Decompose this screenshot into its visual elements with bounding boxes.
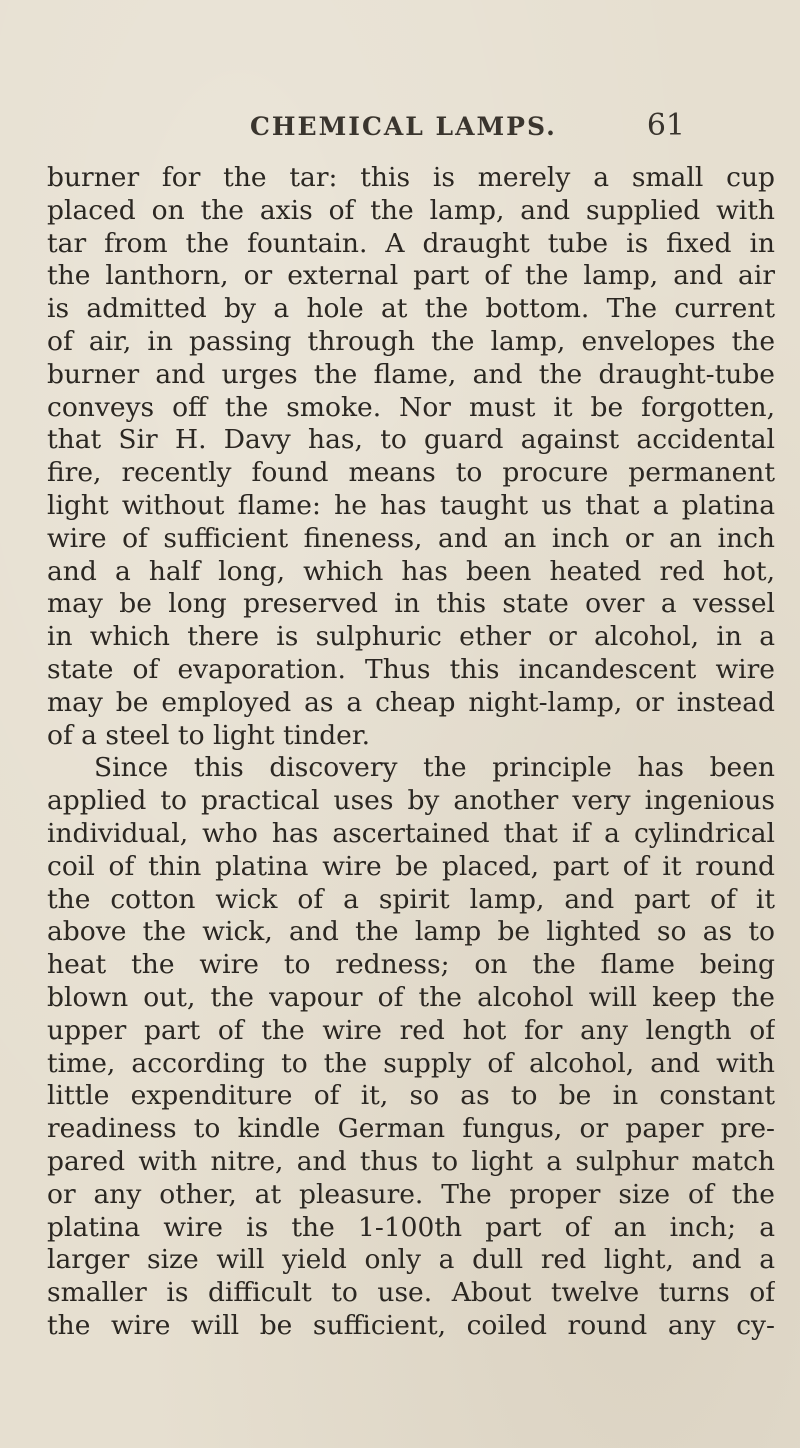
text-line: the cotton wick of a spirit lamp, and part of it — [47, 883, 775, 915]
text-line: of a steel to light tinder. — [47, 719, 371, 751]
text-line: time, according to the supply of alcohol, and with — [47, 1047, 775, 1079]
text-line: fire, recently found means to procure permanent — [47, 457, 775, 489]
text-line: may be employed as a cheap night-lamp, or instead — [47, 686, 775, 718]
text-line: applied to practical uses by another very ingenious — [47, 785, 775, 817]
text-line: tar from the fountain. A draught tube is fixed in — [47, 227, 775, 259]
text-line: burner for the tar: this is merely a small cup — [47, 162, 775, 193]
text-line: upper part of the wire red hot for any length of — [47, 1014, 775, 1046]
text-line: placed on the axis of the lamp, and supplied with — [47, 194, 775, 226]
text-line: larger size will yield only a dull red light, and a — [47, 1244, 775, 1276]
text-line: blown out, the vapour of the alcohol will keep the — [47, 981, 775, 1013]
text-line: heat the wire to redness; on the flame being — [47, 949, 775, 981]
text-line: the wire will be sufficient, coiled round any cy- — [47, 1309, 775, 1341]
text-line: or any other, at pleasure. The proper size of the — [47, 1178, 775, 1210]
text-line: readiness to kindle German fungus, or paper pre- — [47, 1113, 775, 1145]
text-line: the lanthorn, or external part of the lamp, and air — [47, 260, 775, 292]
running-head — [250, 108, 685, 148]
text-line: wire of sufficient fineness, and an inch or an inch — [47, 522, 775, 554]
text-line: conveys off the smoke. Nor must it be forgotten, — [47, 391, 775, 423]
text-line: light without flame: he has taught us that a platina — [47, 489, 775, 521]
text-line: may be long preserved in this state over a vessel — [47, 588, 775, 620]
text-line: burner and urges the flame, and the draught-tube — [47, 358, 775, 390]
text-line: smaller is difficult to use. About twelve turns of — [47, 1277, 775, 1309]
text-line: in which there is sulphuric ether or alcohol, in a — [47, 621, 775, 653]
text-line: and a half long, which has been heated red hot, — [47, 555, 775, 587]
text-line: individual, who has ascertained that if a cylindrical — [47, 817, 775, 849]
paragraph-first-line: Since this discovery the principle has been — [94, 752, 775, 784]
text-line: state of evaporation. Thus this incandescent wire — [47, 653, 775, 685]
text-line: pared with nitre, and thus to light a sulphur match — [47, 1145, 775, 1177]
text-line: coil of thin platina wire be placed, part of it round — [47, 850, 775, 882]
text-line: little expenditure of it, so as to be in constant — [47, 1080, 775, 1112]
text-line: of air, in passing through the lamp, envelopes the — [47, 325, 775, 357]
text-line: above the wick, and the lamp be lighted so as to — [47, 916, 775, 948]
body-text — [47, 162, 775, 1343]
text-line: is admitted by a hole at the bottom. The current — [47, 293, 775, 325]
running-title: CHEMICAL LAMPS. — [250, 112, 557, 141]
text-line: platina wire is the 1-100th part of an inch; a — [47, 1211, 775, 1243]
page-number: 61 — [646, 108, 685, 143]
text-line: that Sir H. Davy has, to guard against accidental — [47, 424, 775, 456]
